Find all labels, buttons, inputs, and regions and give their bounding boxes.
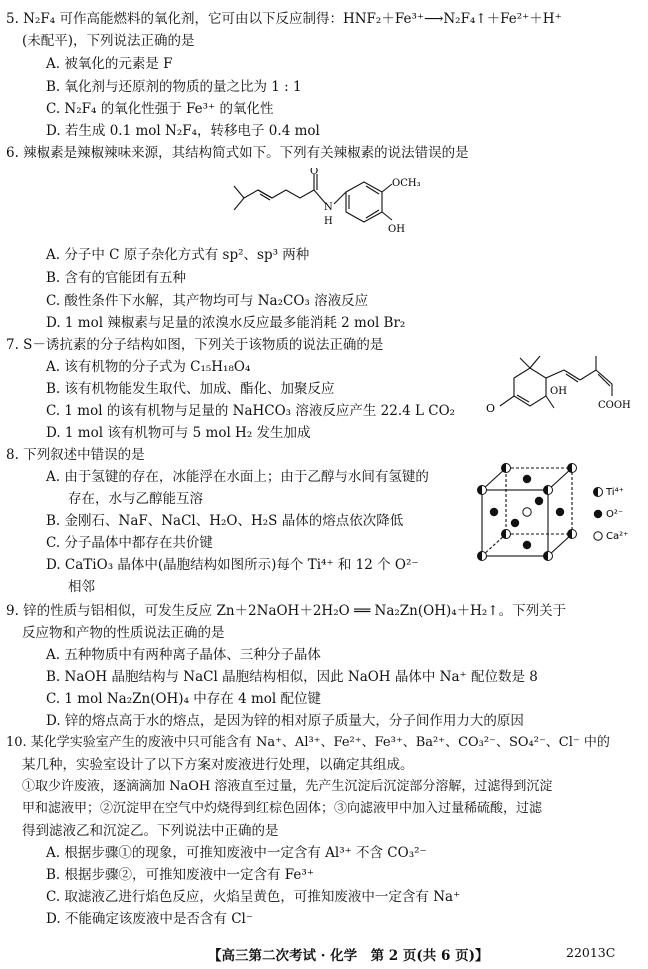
q8-option-b: B. 金刚石、NaF、NaCl、H₂O、H₂S 晶体的熔点依次降低 (46, 513, 404, 529)
aba-o-label: O (486, 402, 496, 415)
q5-option-d: D. 若生成 0.1 mol N₂F₄，转移电子 0.4 mol (46, 123, 320, 139)
q5-stem-line2: (未配平)，下列说法正确的是 (22, 33, 195, 49)
q9-option-c: C. 1 mol Na₂Zn(OH)₄ 中存在 4 mol 配位键 (46, 691, 321, 707)
q7-option-c: C. 1 mol 的该有机物与足量的 NaHCO₃ 溶液反应产生 22.4 L CO₂ (46, 403, 456, 419)
legend-ca: Ca²⁺ (606, 531, 629, 542)
q10-option-c: C. 取滤液乙进行焰色反应，火焰呈黄色，可推知废液中一定含有 Na⁺ (46, 889, 461, 905)
capsaicin-n-label: N (324, 202, 333, 213)
q10-stem-line2: 某几种，实验室设计了以下方案对废液进行处理，以确定其组成。 (22, 757, 414, 773)
q7-option-d: D. 1 mol 该有机物可与 5 mol H₂ 发生加成 (46, 425, 311, 441)
page-footer: 【高三第二次考试 · 化学 第 2 页(共 6 页)】 (208, 948, 489, 964)
q8-option-a-line1: A. 由于氢键的存在，冰能浮在水面上；由于乙醇与水间有氢键的 (46, 469, 429, 485)
q8-option-d-line1: D. CaTiO₃ 晶体中(晶胞结构如图所示)每个 Ti⁴⁺ 和 12 个 O²⁻ (46, 557, 419, 573)
q6-option-d: D. 1 mol 辣椒素与足量的浓溴水反应最多能消耗 2 mol Br₂ (46, 315, 406, 331)
q5-option-b: B. 氧化剂与还原剂的物质的量之比为 1 : 1 (46, 79, 302, 95)
capsaicin-oh-label: OH (388, 224, 405, 235)
q9-option-a: A. 五种物质中有两种离子晶体、三种分子晶体 (46, 647, 321, 663)
q7-stem: 7. S－诱抗素的分子结构如图，下列关于该物质的说法正确的是 (6, 337, 384, 353)
aba-cooh-label: COOH (598, 400, 631, 411)
q7-option-a: A. 该有机物的分子式为 C₁₅H₁₈O₄ (46, 359, 251, 375)
q10-option-d: D. 不能确定该废液中是否含有 Cl⁻ (46, 911, 253, 927)
q9-option-b: B. NaOH 晶胞结构与 NaCl 晶胞结构相似，因此 NaOH 晶体中 Na⁺ 配位数是 8 (46, 669, 538, 685)
q7-option-b: B. 该有机物能发生取代、加成、酯化、加聚反应 (46, 381, 335, 397)
q8-option-c: C. 分子晶体中都存在共价键 (46, 535, 213, 551)
q8-stem: 8. 下列叙述中错误的是 (6, 447, 145, 463)
q6-option-c: C. 酸性条件下水解，其产物均可与 Na₂CO₃ 溶液反应 (46, 293, 369, 309)
q8-option-a-line2: 存在，水与乙醇能互溶 (68, 491, 203, 507)
q10-option-a: A. 根据步骤①的现象，可推知废液中一定含有 Al³⁺ 不含 CO₃²⁻ (46, 845, 427, 861)
ca-ion-marker (523, 508, 531, 516)
q10-option-b: B. 根据步骤②，可推知废液中一定含有 Fe³⁺ (46, 867, 314, 883)
q9-stem-line2: 反应物和产物的性质说法正确的是 (22, 625, 225, 641)
exam-code: 22013C (566, 945, 616, 960)
q10-stem-line3: ①取少许废液，逐滴滴加 NaOH 溶液直至过量，先产生沉淀后沉淀部分溶解，过滤得到沉淀 (22, 779, 553, 794)
capsaicin-o-label: O (310, 168, 319, 177)
aba-oh-label: OH (550, 386, 567, 397)
q10-stem-line1: 10. 某化学实验室产生的废液中只可能含有 Na⁺、Al³⁺、Fe²⁺、Fe³⁺、Ba²⁺、CO₃²⁻、SO₄²⁻、Cl⁻ 中的 (6, 735, 610, 750)
q8-option-d-line2: 相邻 (68, 579, 95, 595)
legend-o: O²⁻ (606, 509, 624, 520)
catio3-unit-cell (470, 458, 646, 576)
q5-option-a: A. 被氧化的元素是 F (46, 56, 173, 72)
q9-stem-line1: 9. 锌的性质与铝相似，可发生反应 Zn＋2NaOH＋2H₂O ══ Na₂Zn(OH)₄＋H₂↑。下列关于 (6, 603, 567, 619)
q5-option-c: C. N₂F₄ 的氧化性强于 Fe³⁺ 的氧化性 (46, 101, 274, 117)
q5-stem-line1: 5. N₂F₄ 可作高能燃料的氧化剂，它可由以下反应制得：HNF₂＋Fe³⁺⟶N₂F₄↑＋Fe²⁺＋H⁺ (6, 11, 562, 27)
capsaicin-och3-label: OCH₃ (392, 178, 421, 189)
capsaicin-h-label: H (324, 216, 333, 227)
q6-option-a: A. 分子中 C 原子杂化方式有 sp²、sp³ 两种 (46, 247, 310, 263)
capsaicin-structure (228, 168, 448, 248)
q10-stem-line5: 得到滤液乙和沉淀乙。下列说法中正确的是 (22, 823, 279, 839)
legend-ti: Ti⁴⁺ (606, 487, 624, 498)
s-abscisic-acid-structure (484, 350, 644, 422)
q10-stem-line4: 甲和滤液甲；②沉淀甲在空气中灼烧得到红棕色固体；③向滤液甲中加入过量稀硫酸，过滤 (22, 801, 543, 816)
q6-stem: 6. 辣椒素是辣椒辣味来源，其结构简式如下。下列有关辣椒素的说法错误的是 (6, 145, 469, 161)
q9-option-d: D. 锌的熔点高于水的熔点，是因为锌的相对原子质量大，分子间作用力大的原因 (46, 713, 524, 729)
q6-option-b: B. 含有的官能团有五种 (46, 270, 187, 286)
